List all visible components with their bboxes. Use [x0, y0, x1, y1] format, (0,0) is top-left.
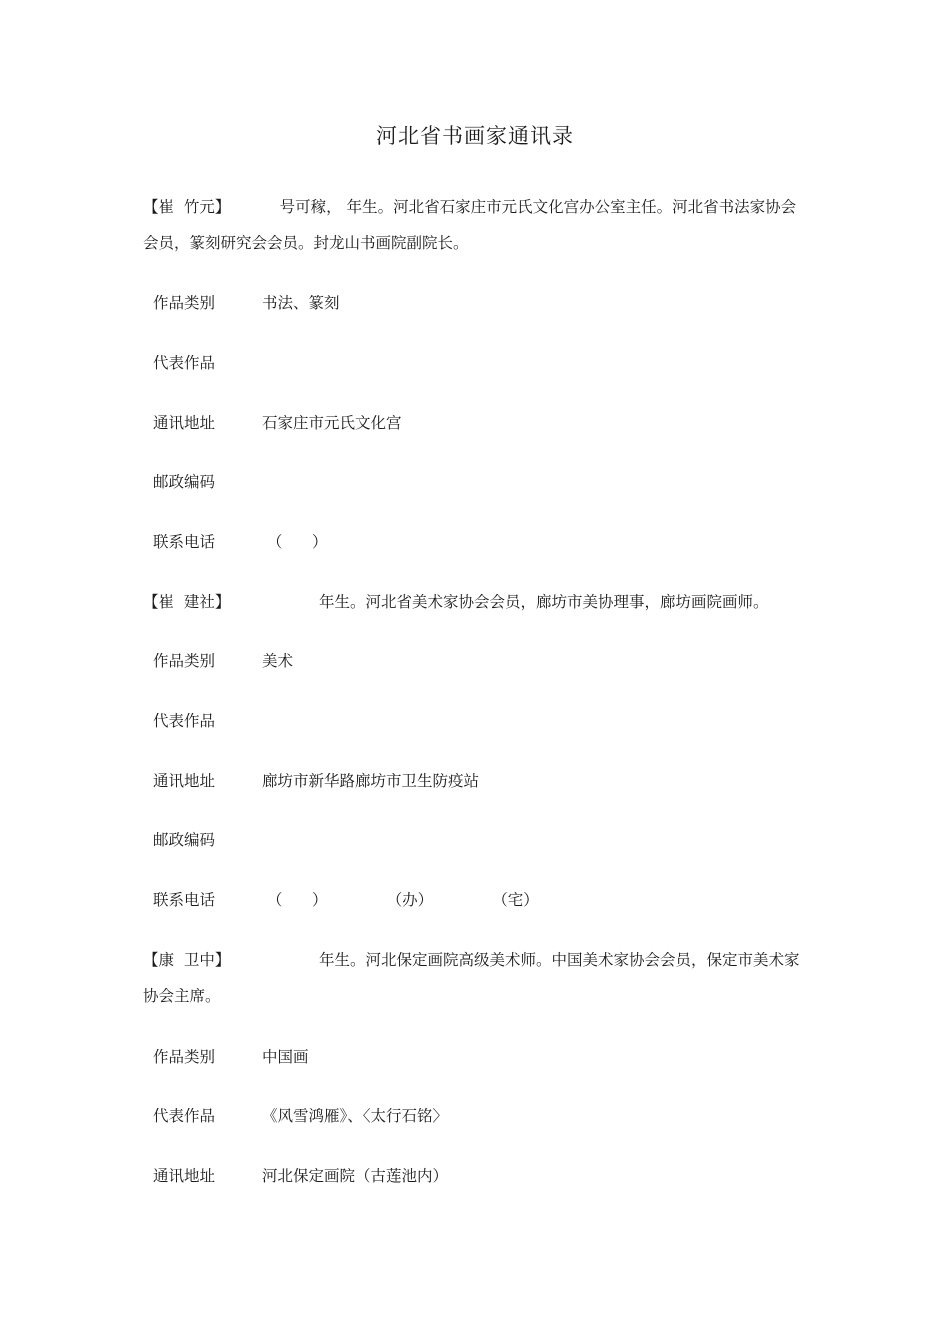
field-label: 代表作品 [153, 712, 216, 730]
field-value: 书法、篆刻 [262, 294, 340, 312]
entry-name: 【崔 建社】 [143, 593, 231, 611]
field-row [153, 888, 539, 912]
field-row [153, 351, 216, 375]
entry-bio-text: 年生。河北保定画院高级美术师。中国美术家协会会员，保定市美术家协会主席。 [143, 951, 800, 1005]
field-label: 代表作品 [153, 1107, 216, 1125]
field-value: （ ） （办） （宅） [262, 891, 539, 909]
field-value: 廊坊市新华路廊坊市卫生防疫站 [262, 772, 480, 790]
field-row [153, 291, 340, 315]
entry-name: 【康 卫中】 [143, 951, 231, 969]
field-label: 邮政编码 [153, 831, 216, 849]
field-row [153, 1104, 449, 1128]
entry-gap [230, 584, 319, 620]
field-label: 联系电话 [153, 533, 216, 551]
entry-name: 【崔 竹元】 [143, 198, 231, 216]
field-row [153, 828, 216, 852]
entry-gap [230, 189, 279, 225]
entry-bio-text: 号可稼， 年生。河北省石家庄市元氏文化宫办公室主任。河北省书法家协会会员，篆刻研究会会员。封龙山书画院副院长。 [143, 198, 797, 252]
field-value: 石家庄市元氏文化宫 [262, 414, 402, 432]
field-row [153, 530, 328, 554]
field-value: 河北保定画院（古莲池内） [262, 1167, 449, 1185]
entry-bio-text: 年生。河北省美术家协会会员，廊坊市美协理事，廊坊画院画师。 [319, 593, 769, 611]
field-row [153, 709, 216, 733]
field-label: 作品类别 [153, 1048, 216, 1066]
field-label: 代表作品 [153, 354, 216, 372]
field-row [153, 411, 402, 435]
entry-bio [143, 189, 811, 261]
field-label: 作品类别 [153, 294, 216, 312]
entry-bio [143, 942, 811, 1014]
field-label: 通讯地址 [153, 772, 216, 790]
field-value: 中国画 [262, 1048, 309, 1066]
field-label: 作品类别 [153, 652, 216, 670]
entry-gap [230, 942, 319, 978]
field-label: 联系电话 [153, 891, 216, 909]
field-row [153, 1045, 309, 1069]
document-title: 河北省书画家通讯录 [376, 124, 574, 148]
field-label: 邮政编码 [153, 473, 216, 491]
field-row [153, 1164, 449, 1188]
field-row [153, 769, 480, 793]
field-value: （ ） [262, 533, 328, 551]
field-value: 美术 [262, 652, 294, 670]
field-label: 通讯地址 [153, 1167, 216, 1185]
entry-bio [143, 584, 811, 620]
field-label: 通讯地址 [153, 414, 216, 432]
field-value: 《风雪鸿雁》、〈太行石铭〉 [262, 1107, 449, 1125]
field-row [153, 470, 216, 494]
field-row [153, 649, 294, 673]
